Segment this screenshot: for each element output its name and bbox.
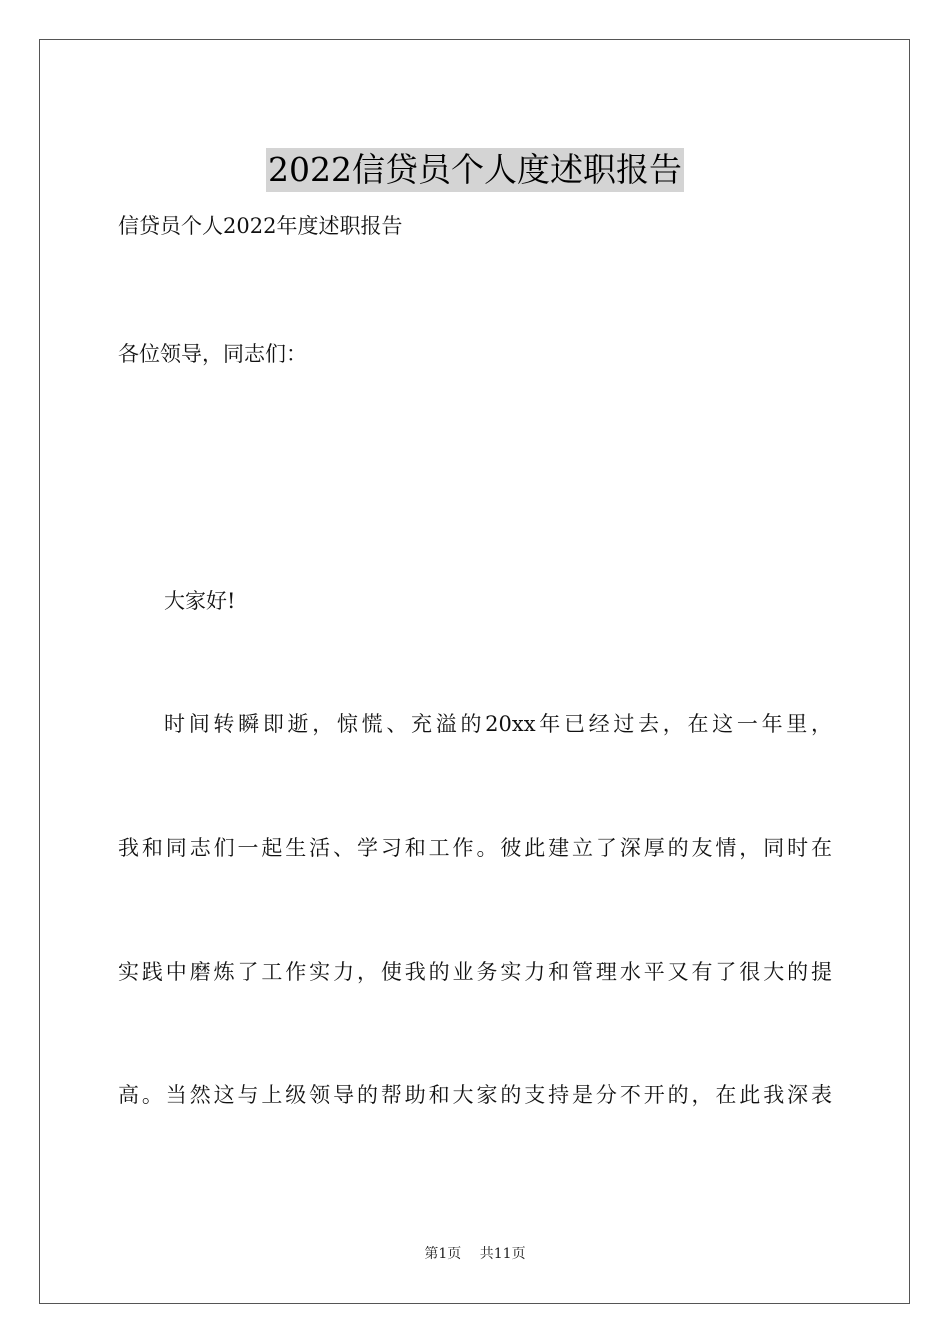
paragraph-line-4: 高。当然这与上级领导的帮助和大家的支持是分不开的，在此我深表 — [118, 1083, 832, 1107]
title-container — [0, 126, 950, 214]
document-title: 2022信贷员个人度述职报告 — [266, 148, 684, 192]
paragraph-line-1: 时间转瞬即逝，惊慌、充溢的20xx年已经过去，在这一年里， — [164, 712, 832, 736]
document-subtitle: 信贷员个人2022年度述职报告 — [118, 214, 403, 238]
paragraph-line-2: 我和同志们一起生活、学习和工作。彼此建立了深厚的友情，同时在 — [118, 836, 832, 860]
page-footer — [0, 1244, 950, 1264]
greeting: 大家好! — [164, 589, 236, 613]
page-number-current: 第1页 — [424, 1246, 462, 1262]
salutation: 各位领导，同志们： — [118, 342, 307, 366]
page-number-total: 共11页 — [479, 1246, 526, 1262]
paragraph-line-3: 实践中磨炼了工作实力，使我的业务实力和管理水平又有了很大的提 — [118, 960, 832, 984]
